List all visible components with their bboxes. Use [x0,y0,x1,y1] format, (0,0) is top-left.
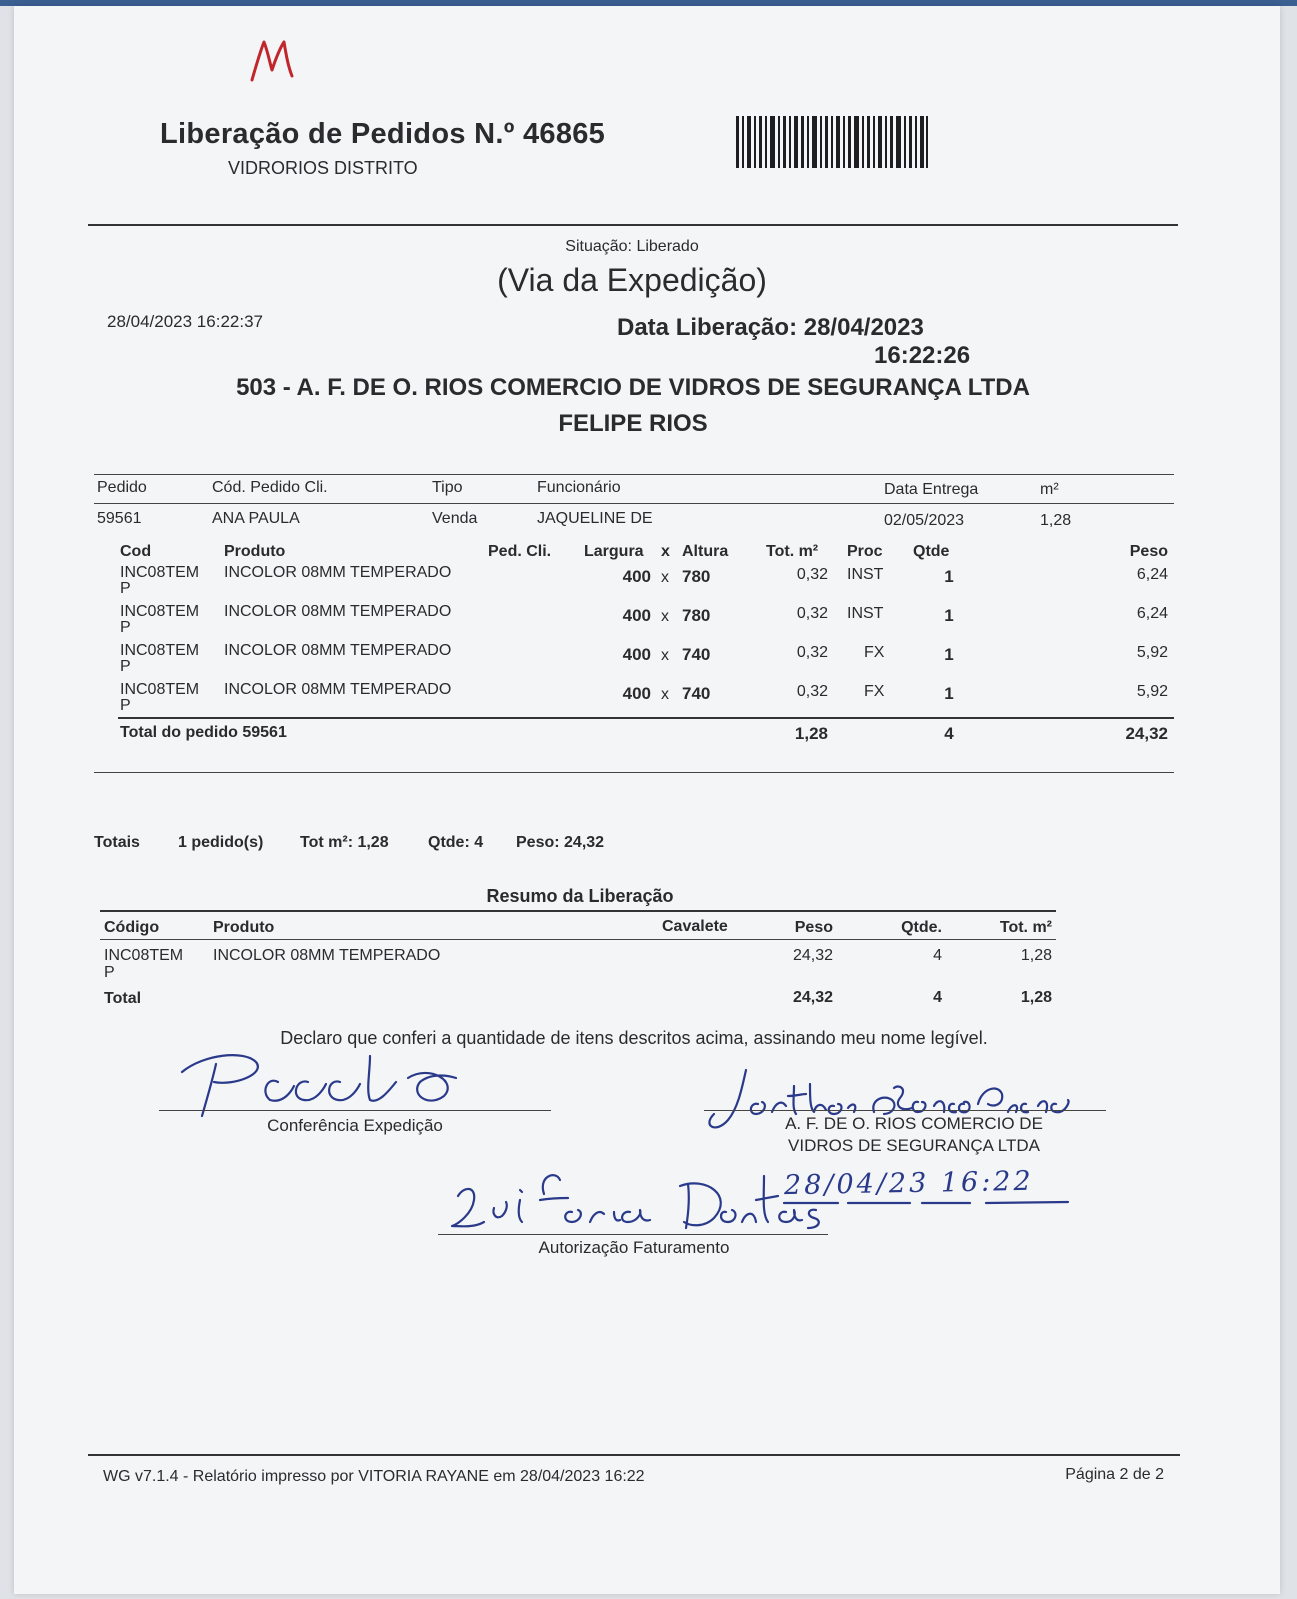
order-total-qtde: 4 [944,724,954,743]
order-pedido: 59561 [97,510,142,527]
items-col-altura: Altura [682,543,729,560]
col-funcionario: Funcionário [537,479,621,496]
item-proc: INST [847,605,884,622]
print-datetime: 28/04/2023 16:22:37 [107,312,263,331]
item-produto: INCOLOR 08MM TEMPERADO [224,564,452,581]
item-tot-m2: 0,32 [796,566,828,583]
signature-autorizacao [444,1156,824,1238]
summary-col-qtde: Qtde. [901,919,942,936]
item-cod: INC08TEM [120,564,200,581]
footer-printed-by: WG v7.1.4 - Relatório impresso por VITORIA RAYANE em 28/04/2023 16:22 [103,1468,645,1485]
items-col-qtde: Qtde [913,543,950,560]
item-x: x [661,647,669,664]
client-name: 503 - A. F. DE O. RIOS COMERCIO DE VIDROS DE SEGURANÇA LTDA [236,374,1030,401]
totals-label: Totais [94,834,140,851]
order-funcionario: JAQUELINE DE [537,510,653,527]
item-qtde: 1 [944,645,954,664]
item-cod: INC08TEM [120,603,200,620]
via-label: (Via da Expedição) [497,262,767,298]
summary-col-peso: Peso [794,919,833,936]
summary-col-tot-m2: Tot. m² [999,919,1052,936]
item-qtde: 1 [944,606,954,625]
item-peso: 6,24 [1136,566,1168,583]
item-largura: 400 [622,567,651,586]
declaration-text: Declaro que conferi a quantidade de itens descritos acima, assinando meu nome legível. [280,1028,988,1048]
autorizacao-label: Autorização Faturamento [538,1238,730,1257]
item-cod-suffix: P [120,697,131,714]
item-altura: 740 [682,684,711,703]
item-largura: 400 [622,606,651,625]
release-time: 16:22:26 [874,342,971,369]
summary-total-label: Total [104,990,142,1007]
item-cod: INC08TEM [120,642,200,659]
col-m2: m² [1040,481,1059,498]
client-sign-label-2: VIDROS DE SEGURANÇA LTDA [788,1136,1040,1155]
col-pedido: Pedido [97,479,147,496]
items-col-cod: Cod [120,543,152,560]
order-m2: 1,28 [1040,512,1072,529]
items-col-proc: Proc [847,543,883,560]
handwritten-date: 28/04/23 16:22 [783,1165,1034,1202]
signature-line-conferencia [159,1110,551,1111]
summary-produto: INCOLOR 08MM TEMPERADO [213,947,441,964]
items-col-largura: Largura [584,543,644,560]
item-tot-m2: 0,32 [796,683,828,700]
order-data-entrega: 02/05/2023 [884,512,965,529]
divider-footer [88,1454,1180,1456]
divider-order-header [94,503,1174,504]
divider-order-total [118,717,1174,719]
issuer-company: VIDRORIOS DISTRITO [228,158,418,178]
summary-total-qtde: 4 [933,989,942,1006]
item-tot-m2: 0,32 [796,605,828,622]
summary-tot-m2: 1,28 [1020,947,1052,964]
divider-order-top [94,474,1174,475]
divider-header [88,224,1178,226]
divider-order-end [94,772,1174,773]
status-line: Situação: Liberado [565,238,699,255]
summary-codigo: INC08TEM [104,947,184,964]
item-qtde: 1 [944,684,954,703]
item-cod-suffix: P [120,580,131,597]
signature-line-autorizacao [438,1234,828,1235]
item-proc: FX [864,644,885,661]
order-total-peso: 24,32 [1125,724,1168,743]
summary-col-produto: Produto [213,919,275,936]
client-sign-label-1: A. F. DE O. RIOS COMERCIO DE [785,1114,1043,1133]
summary-col-codigo: Código [104,919,160,936]
item-altura: 780 [682,567,711,586]
item-produto: INCOLOR 08MM TEMPERADO [224,681,452,698]
item-cod: INC08TEM [120,681,200,698]
col-data-entrega: Data Entrega [884,481,979,498]
summary-qtde: 4 [933,947,942,964]
item-largura: 400 [622,684,651,703]
item-proc: FX [864,683,885,700]
summary-total-peso: 24,32 [792,989,833,1006]
conferencia-label: Conferência Expedição [267,1116,443,1135]
document-title: Liberação de Pedidos N.º 46865 [160,118,606,150]
summary-total-m2: 1,28 [1020,989,1052,1006]
totals-m2: Tot m²: 1,28 [300,834,389,851]
order-total-m2: 1,28 [794,724,828,743]
item-peso: 5,92 [1136,683,1168,700]
summary-title: Resumo da Liberação [486,886,674,906]
items-col-ped-cli: Ped. Cli. [488,543,552,560]
item-x: x [661,608,669,625]
item-x: x [661,686,669,703]
item-produto: INCOLOR 08MM TEMPERADO [224,603,452,620]
item-x: x [661,569,669,586]
items-col-x: x [661,543,670,560]
order-cod-cli: ANA PAULA [212,510,300,527]
footer-page-number: Página 2 de 2 [1065,1466,1164,1483]
items-col-peso: Peso [1129,543,1168,560]
items-col-produto: Produto [224,543,286,560]
client-contact: FELIPE RIOS [558,410,708,437]
divider-summary-top [100,910,1056,912]
item-altura: 780 [682,606,711,625]
summary-codigo-suffix: P [104,964,115,981]
item-tot-m2: 0,32 [796,644,828,661]
item-qtde: 1 [944,567,954,586]
item-produto: INCOLOR 08MM TEMPERADO [224,642,452,659]
summary-col-cavalete: Cavalete [662,918,728,935]
totals-pedidos: 1 pedido(s) [178,834,264,851]
summary-peso: 24,32 [792,947,833,964]
items-col-tot-m2: Tot. m² [766,543,819,560]
totals-qtde: Qtde: 4 [428,834,484,851]
release-date: Data Liberação: 28/04/2023 [617,314,924,341]
item-proc: INST [847,566,884,583]
item-cod-suffix: P [120,619,131,636]
handwritten-mark [246,34,296,86]
document-page [14,6,1280,1594]
item-altura: 740 [682,645,711,664]
divider-summary-header [100,939,1056,940]
item-largura: 400 [622,645,651,664]
item-peso: 5,92 [1136,644,1168,661]
barcode [736,116,928,168]
totals-peso: Peso: 24,32 [516,834,605,851]
order-tipo: Venda [432,510,478,527]
signature-line-client [704,1110,1106,1111]
col-tipo: Tipo [432,479,463,496]
order-total-label: Total do pedido 59561 [120,724,287,741]
item-cod-suffix: P [120,658,131,675]
handwritten-date-underline [782,1198,1072,1208]
item-peso: 6,24 [1136,605,1168,622]
col-cod-pedido-cli: Cód. Pedido Cli. [212,479,328,496]
